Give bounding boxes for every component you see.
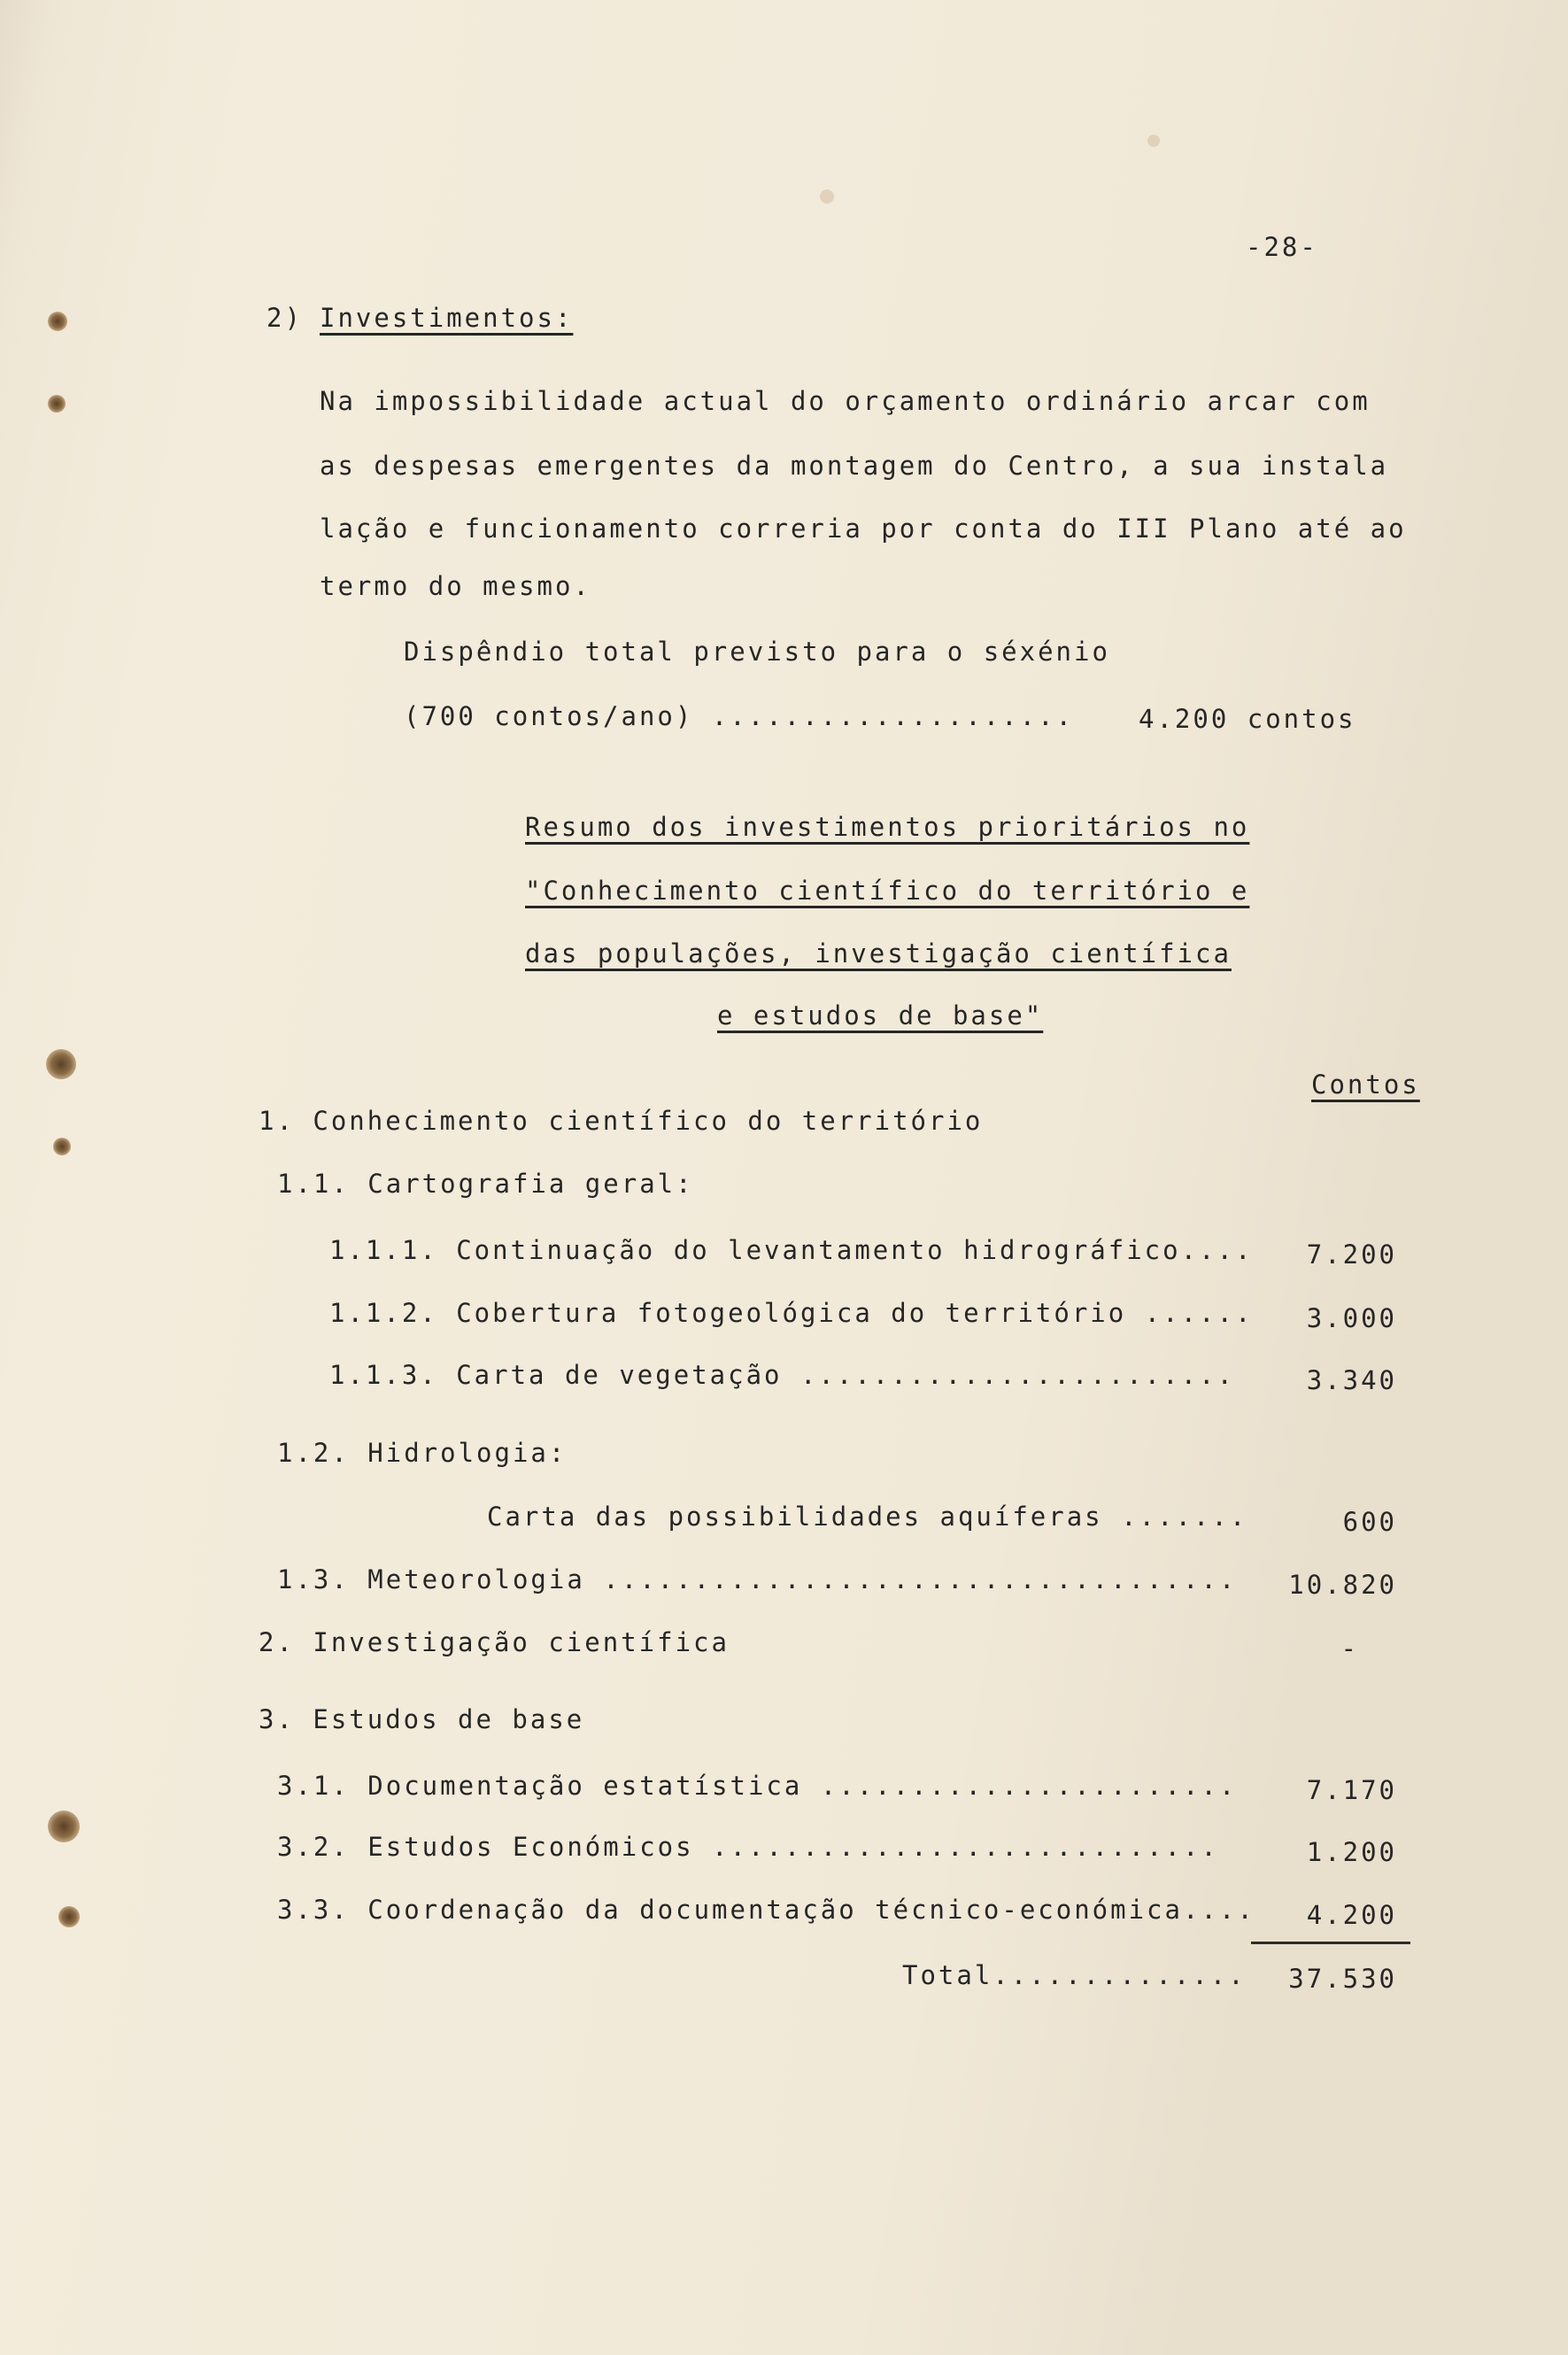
total-label: Total..............: [902, 1960, 1247, 1990]
item-value: -: [1340, 1633, 1359, 1664]
item-label: 1.1.3. Carta de vegetação ........................: [329, 1360, 1235, 1390]
item-value: 3.340: [1306, 1365, 1397, 1395]
binder-hole: [46, 1049, 76, 1079]
item-label: 1.1.2. Cobertura fotogeológica do território ......: [329, 1298, 1254, 1328]
paper-stain: [1147, 135, 1160, 147]
item-value: 3.000: [1306, 1303, 1397, 1333]
paragraph-line: termo do mesmo.: [320, 571, 591, 601]
item-label: 3. Estudos de base: [259, 1704, 585, 1734]
item-value: 10.820: [1288, 1570, 1397, 1600]
item-value: 600: [1342, 1507, 1397, 1537]
binder-hole: [48, 395, 66, 413]
item-label: 3.1. Documentação estatística .......................: [277, 1771, 1238, 1801]
item-value: 7.200: [1306, 1239, 1397, 1270]
item-label: 1.3. Meteorologia ...................................: [277, 1564, 1238, 1594]
summary-title-line: e estudos de base": [717, 1000, 1044, 1031]
forecast-label: (700 contos/ano) ....................: [404, 701, 1075, 731]
binder-hole: [53, 1138, 71, 1155]
item-label: 1.1.1. Continuação do levantamento hidrográfico....: [329, 1235, 1254, 1265]
summary-title-line: Resumo dos investimentos prioritários no: [525, 812, 1250, 842]
paragraph-line: Na impossibilidade actual do orçamento ordinário arcar com: [320, 386, 1371, 416]
item-label: 1.2. Hidrologia:: [277, 1438, 568, 1468]
summary-title-line: das populações, investigação científica: [525, 938, 1232, 969]
binder-hole: [48, 312, 67, 331]
section-title: Investimentos:: [320, 303, 574, 333]
forecast-label: Dispêndio total previsto para o séxénio: [404, 637, 1110, 667]
total-value: 37.530: [1288, 1964, 1397, 1994]
summary-title-line: "Conhecimento científico do território e: [525, 876, 1250, 906]
item-label: 3.3. Coordenação da documentação técnico-económica....: [277, 1895, 1255, 1925]
item-label: 1.1. Cartografia geral:: [277, 1169, 694, 1199]
item-label: Carta das possibilidades aquíferas .......: [487, 1502, 1248, 1532]
binder-hole: [48, 1811, 80, 1842]
section-number: 2): [266, 303, 303, 333]
item-label: 2. Investigação científica: [259, 1627, 730, 1657]
item-label: 1. Conhecimento científico do território: [259, 1106, 984, 1136]
item-value: 1.200: [1306, 1837, 1397, 1867]
page-number: -28-: [1246, 232, 1318, 262]
paragraph-line: as despesas emergentes da montagem do Centro, a sua instala: [320, 451, 1389, 481]
column-header: Contos: [1311, 1069, 1420, 1100]
paper-stain: [820, 189, 834, 204]
paragraph-line: lação e funcionamento correria por conta do III Plano até ao: [320, 513, 1407, 544]
item-label: 3.2. Estudos Económicos ............................: [277, 1832, 1219, 1862]
total-rule: [1251, 1942, 1410, 1944]
item-value: 7.170: [1306, 1775, 1397, 1805]
forecast-value: 4.200 contos: [1139, 704, 1356, 734]
item-value: 4.200: [1306, 1900, 1397, 1930]
binder-hole: [58, 1906, 80, 1927]
